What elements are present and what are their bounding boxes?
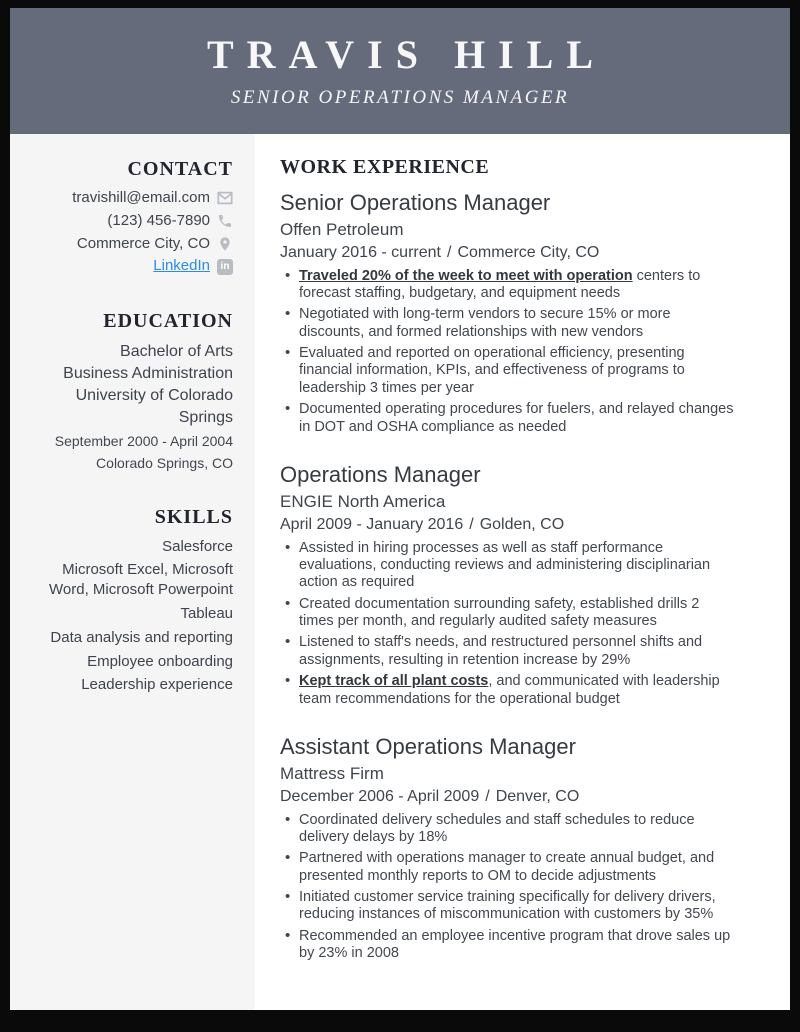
skill-item: Employee onboarding [87, 652, 233, 670]
job-bullet: • Created documentation surrounding safety, established drills 2 times per month, and regularly audited safety measures [280, 596, 734, 631]
person-title: SENIOR OPERATIONS MANAGER [230, 87, 570, 108]
job-bullet: • Documented operating procedures for fuelers, and relayed changes in DOT and OSHA compliance as needed [280, 401, 734, 436]
contact-list [36, 189, 233, 276]
linkedin-link[interactable]: LinkedIn [153, 257, 210, 275]
job-dates: December 2006 - April 2009 [280, 787, 480, 805]
job-bullet: • Kept track of all plant costs, and communicated with leadership team recommendations for the operational budget [280, 673, 734, 708]
job-location: Golden, CO [479, 515, 565, 533]
job-bullets [280, 812, 734, 963]
contact-item [36, 235, 233, 254]
contact-item [36, 189, 233, 208]
resume-page [10, 8, 790, 1010]
jobs-list [280, 189, 734, 963]
job-bullet: • Recommended an employee incentive program that drove sales up by 23% in 2008 [280, 928, 734, 963]
job-entry [280, 733, 734, 963]
job-dates-location [280, 516, 734, 534]
job-title: Senior Operations Manager [280, 190, 551, 215]
contact-text: (123) 456-7890 [107, 211, 210, 229]
work-experience-section [255, 134, 790, 1010]
work-experience-heading: WORK EXPERIENCE [280, 156, 490, 178]
job-bullet: • Negotiated with long-term vendors to secure 15% or more discounts, and formed relationships with new vendors [280, 306, 734, 341]
contact-heading: CONTACT [127, 158, 233, 180]
contact-text: travishill@email.com [72, 189, 210, 206]
skill-item: Data analysis and reporting [50, 628, 233, 646]
sidebar [10, 134, 255, 1010]
education-school: University of Colorado Springs [75, 387, 233, 427]
dates-location-separator: / [485, 787, 490, 805]
dates-location-separator: / [469, 515, 474, 533]
education-dates: September 2000 - April 2004 [54, 433, 233, 450]
email-icon [217, 190, 233, 206]
job-bullets [280, 268, 734, 437]
job-company: Offen Petroleum [280, 219, 404, 239]
bullet-highlight: Kept track of all plant costs [299, 673, 489, 690]
linkedin-icon [217, 259, 233, 275]
job-entry [280, 461, 734, 708]
job-dates: April 2009 - January 2016 [280, 515, 464, 533]
linkedin-icon-glyph: in [217, 259, 233, 275]
contact-text: Commerce City, CO [76, 234, 210, 252]
education-major: Business Administration [63, 365, 233, 383]
skill-item: Salesforce [162, 537, 233, 555]
location-icon [217, 236, 233, 252]
education-location: Colorado Springs, CO [96, 454, 233, 471]
job-location: Denver, CO [495, 787, 580, 805]
contact-item [36, 257, 233, 276]
job-dates-location [280, 244, 734, 262]
job-dates-location [280, 788, 734, 806]
job-bullet: • Evaluated and reported on operational efficiency, presenting financial information, KPIs, and effectiveness of programs to leadership 3 times per year [280, 345, 734, 397]
skills-section [36, 506, 233, 696]
job-bullet: • Assisted in hiring processes as well as staff performance evaluations, conducting reviews and administering disciplinarian action as required [280, 540, 734, 592]
job-dates: January 2016 - current [280, 243, 441, 261]
job-bullet: • Partnered with operations manager to create annual budget, and presented monthly reports to OM to decide adjustments [280, 850, 734, 885]
job-bullet: • Initiated customer service training specifically for delivery drivers, reducing instances of miscommunication with customers by 35% [280, 889, 734, 924]
resume-header [10, 8, 790, 134]
resume-body [10, 134, 790, 1010]
phone-icon [217, 213, 233, 229]
job-company: Mattress Firm [280, 763, 384, 783]
contact-item [36, 212, 233, 231]
person-name: TRAVIS HILL [206, 32, 607, 77]
skills-heading: SKILLS [154, 505, 233, 528]
contact-section [36, 158, 233, 276]
job-bullet: • Traveled 20% of the week to meet with operation centers to forecast staffing, budgetary, and equipment needs [280, 268, 734, 303]
skills-list [36, 537, 233, 696]
education-degree: Bachelor of Arts [120, 343, 233, 360]
job-location: Commerce City, CO [457, 243, 600, 261]
skill-item: Tableau [180, 605, 233, 623]
job-company: ENGIE North America [280, 491, 446, 511]
dates-location-separator: / [446, 243, 452, 261]
job-title: Operations Manager [280, 462, 481, 488]
job-bullets [280, 540, 734, 709]
education-heading: EDUCATION [103, 310, 233, 332]
job-bullet: • Listened to staff's needs, and restructured personnel shifts and assignments, resulting in retention increase by 29% [280, 634, 734, 669]
job-entry [280, 189, 734, 436]
job-title: Assistant Operations Manager [280, 734, 576, 760]
bullet-highlight: Traveled 20% of the week to meet with operation [299, 267, 633, 284]
job-bullet: • Coordinated delivery schedules and staff schedules to reduce delivery delays by 18% [280, 812, 734, 847]
skill-item: Leadership experience [81, 676, 233, 694]
skill-item: Microsoft Excel, Microsoft Word, Microsoft Powerpoint [49, 561, 233, 599]
education-section [36, 310, 233, 472]
